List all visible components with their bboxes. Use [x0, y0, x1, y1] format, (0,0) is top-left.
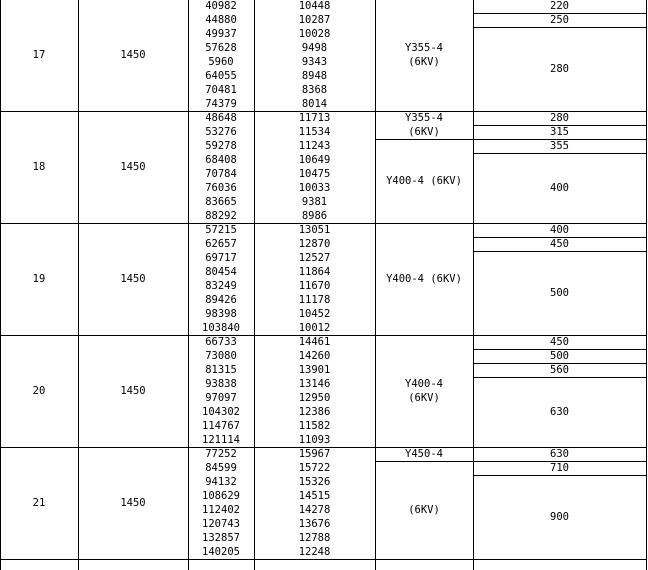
- flow-cell: 62657: [205, 238, 237, 250]
- motor-power-cell: 355: [550, 140, 569, 152]
- pressure-cell: 15722: [298, 462, 331, 474]
- pressure-cell: 14278: [298, 504, 331, 516]
- flow-cell: 53276: [205, 126, 237, 138]
- pressure-cell: 9343: [301, 56, 328, 68]
- flow-cell: 57215: [205, 224, 237, 236]
- pressure-cell: 12870: [298, 238, 331, 250]
- column-divider: [646, 0, 647, 570]
- row-divider: [0, 559, 647, 560]
- row-number-cell: 18: [32, 161, 46, 173]
- flow-cell: 40982: [205, 0, 237, 12]
- pressure-cell: 9381: [301, 196, 328, 208]
- motor-power-cell: 630: [550, 406, 569, 418]
- flow-cell: 59278: [205, 140, 237, 152]
- flow-cell: 112402: [202, 504, 240, 516]
- pressure-cell: 13676: [298, 518, 331, 530]
- pressure-cell: 10028: [298, 28, 331, 40]
- pressure-cell: 13146: [298, 378, 331, 390]
- flow-cell: 81315: [205, 364, 237, 376]
- motor-power-cell: 900: [550, 511, 569, 523]
- column-divider: [78, 0, 79, 570]
- flow-cell: 69717: [205, 252, 237, 264]
- pressure-cell: 12248: [298, 546, 331, 558]
- pressure-cell: 14461: [298, 336, 331, 348]
- pressure-cell: 11864: [298, 266, 331, 278]
- column-divider: [188, 0, 189, 570]
- speed-cell: 1450: [120, 161, 146, 173]
- motor-power-cell: 450: [550, 336, 569, 348]
- pressure-cell: 11713: [298, 112, 331, 124]
- motor-power-cell: 280: [550, 112, 569, 124]
- motor-model-cell: Y400-4 (6KV): [386, 175, 462, 187]
- pressure-cell: 12788: [298, 532, 331, 544]
- flow-cell: 97097: [205, 392, 237, 404]
- motor-power-cell: 630: [550, 448, 569, 460]
- column-divider: [473, 0, 474, 570]
- flow-cell: 89426: [205, 294, 237, 306]
- motor-power-cell: 315: [550, 126, 569, 138]
- pressure-cell: 11582: [298, 420, 331, 432]
- flow-cell: 48648: [205, 112, 237, 124]
- flow-cell: 5960: [208, 56, 234, 68]
- speed-cell: 1450: [120, 497, 146, 509]
- flow-cell: 70784: [205, 168, 237, 180]
- pressure-cell: 15326: [298, 476, 331, 488]
- motor-model-cell: Y355-4 (6KV): [405, 42, 443, 68]
- flow-cell: 114767: [202, 420, 240, 432]
- motor-power-cell: 710: [550, 462, 569, 474]
- motor-power-cell: 560: [550, 364, 569, 376]
- pressure-cell: 8986: [301, 210, 328, 222]
- pressure-cell: 13051: [298, 224, 331, 236]
- flow-cell: 74379: [205, 98, 237, 110]
- pressure-cell: 8368: [301, 84, 328, 96]
- flow-cell: 70481: [205, 84, 237, 96]
- speed-cell: 1450: [120, 49, 146, 61]
- flow-cell: 83249: [205, 280, 237, 292]
- pressure-cell: 10287: [298, 14, 331, 26]
- pressure-cell: 10012: [298, 322, 331, 334]
- motor-power-cell: 250: [550, 14, 569, 26]
- row-number-cell: 19: [32, 273, 46, 285]
- flow-cell: 77252: [205, 448, 237, 460]
- column-divider: [375, 0, 376, 570]
- column-divider: [0, 0, 1, 570]
- motor-power-cell: 500: [550, 350, 569, 362]
- pressure-cell: 15967: [298, 448, 331, 460]
- speed-cell: 1450: [120, 273, 146, 285]
- flow-cell: 66733: [205, 336, 237, 348]
- flow-cell: 98398: [205, 308, 237, 320]
- flow-cell: 68408: [205, 154, 237, 166]
- flow-cell: 93838: [205, 378, 237, 390]
- pressure-cell: 8948: [301, 70, 328, 82]
- flow-cell: 108629: [202, 490, 240, 502]
- motor-power-cell: 280: [550, 63, 569, 75]
- motor-power-cell: 500: [550, 287, 569, 299]
- pressure-cell: 12386: [298, 406, 331, 418]
- flow-cell: 84599: [205, 462, 237, 474]
- motor-model-cell: Y400-4 (6KV): [405, 378, 443, 404]
- pressure-cell: 10448: [298, 0, 331, 12]
- motor-power-cell: 400: [550, 182, 569, 194]
- motor-power-cell: 450: [550, 238, 569, 250]
- pressure-cell: 11178: [298, 294, 331, 306]
- pressure-cell: 12950: [298, 392, 331, 404]
- flow-cell: 140205: [202, 546, 240, 558]
- flow-cell: 83665: [205, 196, 237, 208]
- motor-power-cell: 220: [550, 0, 569, 12]
- motor-power-cell: 400: [550, 224, 569, 236]
- flow-cell: 121114: [202, 434, 240, 446]
- row-number-cell: 17: [32, 49, 46, 61]
- flow-cell: 120743: [202, 518, 240, 530]
- column-divider: [254, 0, 255, 570]
- flow-cell: 57628: [205, 42, 237, 54]
- pressure-cell: 11670: [298, 280, 331, 292]
- pressure-cell: 10033: [298, 182, 331, 194]
- flow-cell: 76036: [205, 182, 237, 194]
- pressure-cell: 14515: [298, 490, 331, 502]
- pressure-cell: 14260: [298, 350, 331, 362]
- pressure-cell: 10475: [298, 168, 331, 180]
- flow-cell: 73080: [205, 350, 237, 362]
- flow-cell: 103840: [202, 322, 240, 334]
- pressure-cell: 12527: [298, 252, 331, 264]
- flow-cell: 44880: [205, 14, 237, 26]
- motor-model-cell: Y400-4 (6KV): [386, 273, 462, 285]
- pressure-cell: 11093: [298, 434, 331, 446]
- motor-model-cell: Y450-4: [405, 448, 443, 460]
- pressure-cell: 11243: [298, 140, 331, 152]
- flow-cell: 64055: [205, 70, 237, 82]
- flow-cell: 94132: [205, 476, 237, 488]
- flow-cell: 132857: [202, 532, 240, 544]
- row-number-cell: 21: [32, 497, 46, 509]
- pressure-cell: 10452: [298, 308, 331, 320]
- pressure-cell: 13901: [298, 364, 331, 376]
- pressure-cell: 9498: [301, 42, 328, 54]
- motor-model-cell: (6KV): [408, 504, 440, 516]
- flow-cell: 88292: [205, 210, 237, 222]
- speed-cell: 1450: [120, 385, 146, 397]
- motor-model-cell: Y355-4 (6KV): [405, 112, 443, 138]
- flow-cell: 80454: [205, 266, 237, 278]
- pressure-cell: 8014: [301, 98, 328, 110]
- flow-cell: 104302: [202, 406, 240, 418]
- row-number-cell: 20: [32, 385, 46, 397]
- flow-cell: 49937: [205, 28, 237, 40]
- pressure-cell: 10649: [298, 154, 331, 166]
- pressure-cell: 11534: [298, 126, 331, 138]
